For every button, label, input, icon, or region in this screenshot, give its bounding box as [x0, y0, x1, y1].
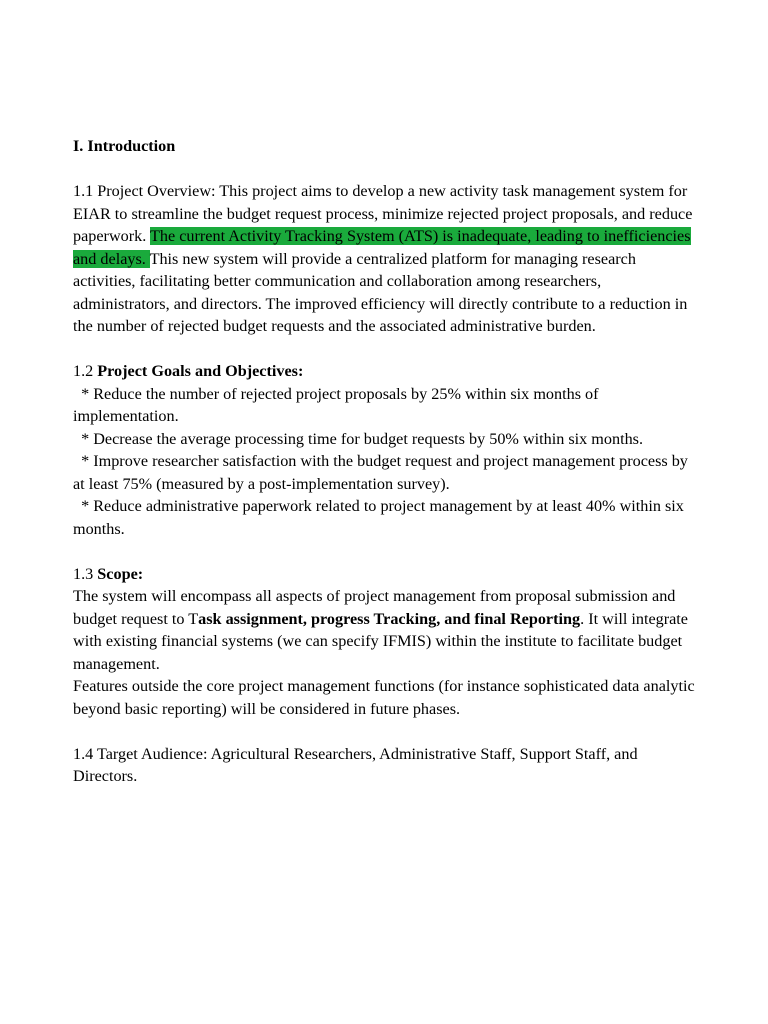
goal-item: * Reduce administrative paperwork related to project management by at least 40% within six months. [73, 497, 688, 538]
goal-item: * Decrease the average processing time for budget requests by 50% within six months. [73, 429, 644, 448]
paragraph-spacer [73, 540, 698, 563]
section-heading: I. Introduction [73, 137, 176, 155]
goals-title: Project Goals and Objectives: [97, 362, 304, 380]
goal-item: * Improve researcher satisfaction with the budget request and project management process by at least 75% (measured by a post-implementation survey). [73, 452, 692, 493]
paragraph-spacer [73, 338, 698, 361]
scope-text-a: The system will encompass all aspects of project management from proposal submission and budget request to T [73, 587, 676, 628]
target-audience-paragraph: 1.4 Target Audience: Agricultural Researchers, Administrative Staff, Support Staff, and Directors. [73, 744, 638, 785]
goals-heading [73, 360, 698, 383]
scope-bold-text: ask assignment, progress Tracking, and final Reporting [198, 609, 581, 628]
paragraph-spacer [73, 720, 698, 743]
scope-title: Scope: [97, 564, 144, 583]
goal-item: * Reduce the number of rejected project proposals by 25% within six months of implementation. [73, 384, 603, 425]
scope-heading [73, 563, 698, 586]
scope-future-paragraph: Features outside the core project management functions (for instance sophisticated data analytic beyond basic reporting) will be considered in future phases. [73, 677, 695, 718]
scope-number: 1.3 [73, 564, 98, 583]
project-overview-paragraph [73, 180, 698, 338]
overview-lead-text: 1.1 Project Overview: This project aims to develop a new activity task management system for EIAR to streamline the budget request process, minimize rejected project proposals, and reduce paperwork. [73, 182, 693, 245]
highlighted-text: The current Activity Tracking System (ATS) is inadequate, leading to inefficiencies and delays. [73, 227, 691, 268]
document-page [73, 135, 698, 788]
scope-paragraph [73, 585, 698, 675]
overview-rest-text: This new system will provide a centralized platform for managing research activities, facilitating better communication and collaboration among researchers, administrators, and directors. The improved efficiency will directly contribute to a reduction in the number of rejected budget requests and the associated administrative burden. [73, 249, 688, 335]
scope-text-b: . It will integrate with existing financial systems (we can specify IFMIS) within the institute to facilitate budget management. [73, 609, 688, 673]
goals-number: 1.2 [73, 362, 98, 380]
